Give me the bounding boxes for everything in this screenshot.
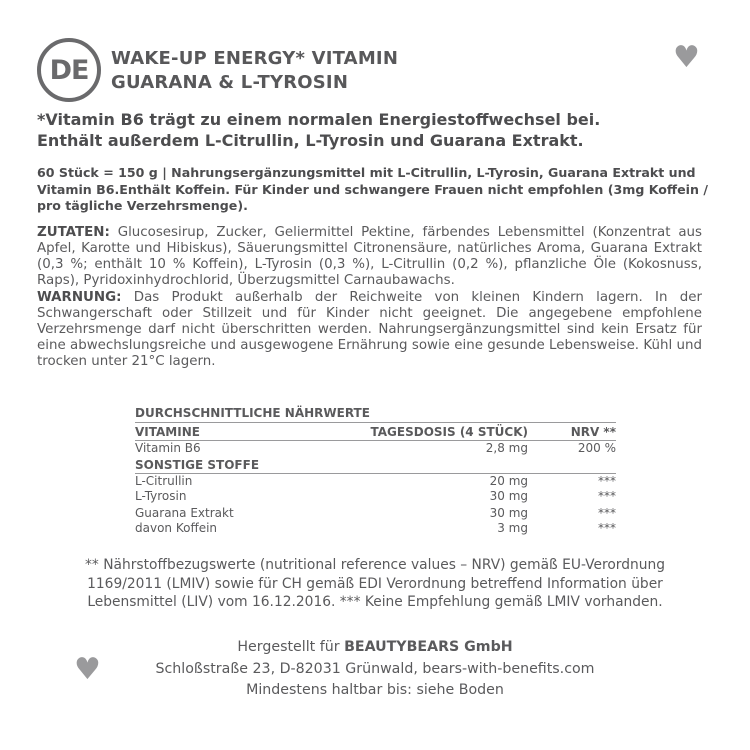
nrv-footnote <box>70 556 680 612</box>
col-nrv: NRV ** <box>570 425 616 439</box>
col-vitamine: VITAMINE <box>135 425 200 439</box>
warning-text: Das Produkt außerhalb der Reichweite von kleinen Kindern lagern. In der Schwangerschaft oder Stillzeit und für Kinder nicht geeignet. Die angegebene empfohlene Verzehrsmenge darf nicht überschritten werden. Nahrungsergänzungsmittel sind kein Ersatz für eine abwechslungsreiche und ausgewogene Ernährung sowie eine gesunde Lebensweise. Kühl und trocken unter 21°C lagern. <box>37 290 702 369</box>
col-dose: TAGESDOSIS (4 STÜCK) <box>370 425 528 439</box>
footnote-line3: Lebensmittel (LIV) vom 16.12.2016. *** Keine Empfehlung gemäß LMIV vorhanden. <box>87 594 663 611</box>
ingredients-paragraph <box>37 225 702 289</box>
row-dose: 30 mg <box>489 506 528 520</box>
table-row <box>135 489 616 504</box>
row-nrv: 200 % <box>577 441 616 455</box>
other-substances-title: SONSTIGE STOFFE <box>135 458 616 474</box>
language-badge <box>37 38 101 102</box>
row-nrv: *** <box>598 489 616 503</box>
row-nrv: *** <box>598 474 616 488</box>
product-title-line1: WAKE-UP ENERGY* VITAMIN <box>111 48 399 69</box>
product-info: 60 Stück = 150 g | Nahrungsergänzungsmittel mit L-Citrullin, L-Tyrosin, Guarana Extrakt und Vitamin B6.Enthält Koffein. Für Kinder und schwangere Frauen nicht empfohlen (3mg Koffein / pro tägliche Verzehrsmenge). <box>37 165 708 214</box>
product-title <box>111 47 398 95</box>
nutrition-title: DURCHSCHNITTLICHE NÄHRWERTE <box>135 405 616 423</box>
row-dose: 3 mg <box>497 521 528 535</box>
ingredients-label: ZUTATEN: <box>37 225 110 240</box>
made-for-line <box>75 637 675 659</box>
ingredients-text: Glucosesirup, Zucker, Geliermittel Pektine, färbendes Lebensmittel (Konzentrat aus Apfel, Karotte und Hibiskus), Säuerungsmittel Citronensäure, natürliches Aroma, Guarana Extrakt (0,3 %; enthält 10 % Koffein), L-Tyrosin (0,3 %), L-Citrullin (0,2 %), pflanzliche Öle (Kokosnuss, Raps), Pyridoxinhydrochlorid, Überzugsmittel Carnaubawachs. <box>37 225 702 288</box>
row-dose: 30 mg <box>489 489 528 503</box>
health-claim <box>37 109 717 151</box>
health-claim-line2: Enthält außerdem L-Citrullin, L-Tyrosin und Guarana Extrakt. <box>37 131 584 150</box>
language-badge-label: DE <box>49 54 89 86</box>
row-dose: 2,8 mg <box>485 441 528 455</box>
address-line: Schloßstraße 23, D-82031 Grünwald, bears-with-benefits.com <box>155 660 595 677</box>
health-claim-line1: *Vitamin B6 trägt zu einem normalen Energiestoffwechsel bei. <box>37 110 601 129</box>
table-row <box>135 441 616 456</box>
nutrition-header-row <box>135 425 616 441</box>
table-row <box>135 521 616 536</box>
footnote-line2: 1169/2011 (LMIV) sowie für CH gemäß EDI Verordnung betreffend Information über <box>87 575 663 592</box>
row-name: L-Citrullin <box>135 474 193 488</box>
table-row <box>135 506 616 521</box>
row-name: davon Koffein <box>135 521 218 535</box>
row-name: L-Tyrosin <box>135 489 187 503</box>
table-row <box>135 474 616 489</box>
row-name: Guarana Extrakt <box>135 506 234 520</box>
row-dose: 20 mg <box>489 474 528 488</box>
heart-icon: ♥ <box>74 652 101 687</box>
footnote-line1: ** Nährstoffbezugswerte (nutritional reference values – NRV) gemäß EU-Verordnung <box>85 557 665 573</box>
heart-icon: ♥ <box>673 40 700 75</box>
warning-paragraph <box>37 290 702 370</box>
row-nrv: *** <box>598 506 616 520</box>
manufacturer-info <box>75 637 675 702</box>
row-nrv: *** <box>598 521 616 535</box>
row-name: Vitamin B6 <box>135 441 201 455</box>
warning-label: WARNUNG: <box>37 290 122 305</box>
nutrition-table <box>135 405 616 536</box>
product-title-line2: GUARANA & L-TYROSIN <box>111 72 349 93</box>
brand-name: BEAUTYBEARS GmbH <box>344 639 513 655</box>
made-for-label: Hergestellt für <box>237 639 345 655</box>
best-before-line: Mindestens haltbar bis: siehe Boden <box>246 682 504 699</box>
